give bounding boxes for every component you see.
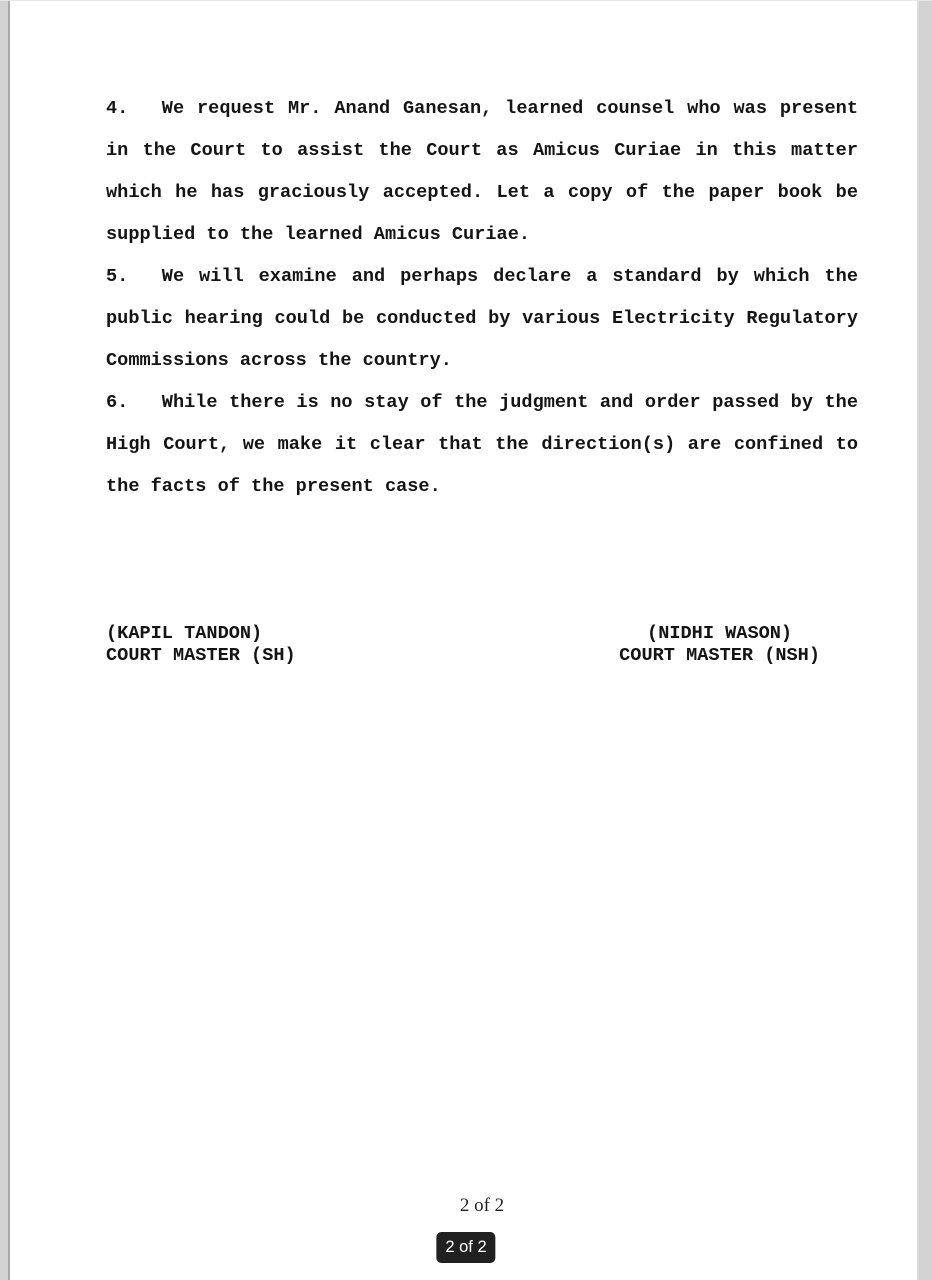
signatory-right [619, 623, 820, 667]
paragraph [106, 256, 858, 382]
signatory-name: (NIDHI WASON) [647, 623, 793, 644]
paragraph-number: 6. [106, 392, 129, 413]
signatory-name: (KAPIL TANDON) [106, 623, 263, 644]
document-page-number: 2 of 2 [459, 1195, 505, 1216]
paragraph-number: 5. [106, 266, 129, 287]
document-content-column [106, 0, 858, 667]
paragraph [106, 382, 858, 508]
order-text-block [106, 88, 858, 508]
signatory-title: COURT MASTER (SH) [106, 645, 296, 666]
document-page[interactable] [8, 0, 919, 1280]
paragraph-text: We will examine and perhaps declare a standard by which the public hearing could be conducted by various Electricity Regulatory Commissions across the country. [106, 266, 858, 371]
paragraph-number: 4. [106, 98, 129, 119]
paragraph-text: While there is no stay of the judgment and order passed by the High Court, we make it clear that the direction(s) are confined to the facts of the present case. [106, 392, 858, 497]
page-indicator-badge: 2 of 2 [436, 1232, 495, 1263]
signature-block [106, 623, 858, 667]
signatory-left [106, 623, 296, 667]
paragraph-text: We request Mr. Anand Ganesan, learned counsel who was present in the Court to assist the Court as Amicus Curiae in this matter which he has graciously accepted. Let a copy of the paper book be supplied to the learned Amicus Curiae. [106, 98, 858, 245]
signatory-title: COURT MASTER (NSH) [619, 645, 820, 666]
paragraph [106, 88, 858, 256]
